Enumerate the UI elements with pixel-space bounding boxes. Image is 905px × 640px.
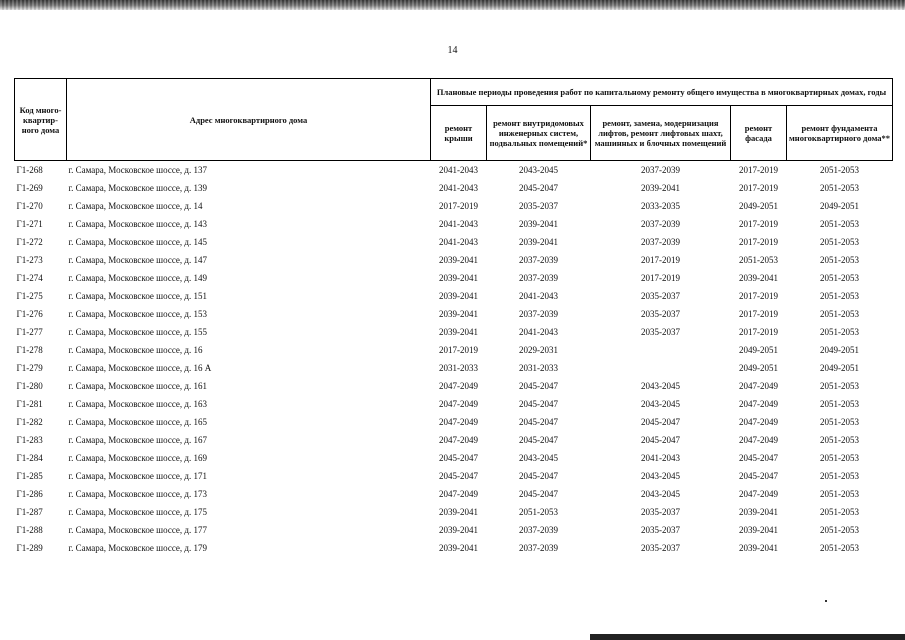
header-code: Код много-квартир-ного дома xyxy=(15,79,67,161)
cell-lifts: 2033-2035 xyxy=(641,201,680,211)
cell-code: Г1-282 xyxy=(16,417,43,427)
cell-code: Г1-270 xyxy=(16,201,43,211)
cell-facade: 2017-2019 xyxy=(739,183,778,193)
capital-repair-schedule-table xyxy=(14,78,893,557)
cell-address: г. Самара, Московское шоссе, д. 171 xyxy=(68,471,207,481)
cell-facade: 2039-2041 xyxy=(739,543,778,553)
cell-roof: 2039-2041 xyxy=(439,327,478,337)
cell-address: г. Самара, Московское шоссе, д. 143 xyxy=(68,219,207,229)
cell-roof: 2039-2041 xyxy=(439,507,478,517)
cell-lifts: 2035-2037 xyxy=(641,291,680,301)
cell-facade: 2045-2047 xyxy=(739,471,778,481)
cell-lifts: 2045-2047 xyxy=(641,435,680,445)
cell-lifts: 2043-2045 xyxy=(641,381,680,391)
cell-foundation: 2051-2053 xyxy=(820,507,860,517)
cell-systems: 2031-2033 xyxy=(519,363,558,373)
cell-code: Г1-285 xyxy=(16,471,43,481)
cell-facade: 2017-2019 xyxy=(739,309,778,319)
cell-foundation: 2051-2053 xyxy=(820,435,860,445)
cell-lifts: 2035-2037 xyxy=(641,543,680,553)
cell-code: Г1-275 xyxy=(16,291,43,301)
cell-facade: 2045-2047 xyxy=(739,453,778,463)
cell-code: Г1-281 xyxy=(16,399,43,409)
header-systems: ремонт внутридомовых инженерных систем, подвальных помещений* xyxy=(487,106,591,161)
cell-address: г. Самара, Московское шоссе, д. 137 xyxy=(68,165,207,175)
table-row xyxy=(15,215,893,233)
cell-lifts: 2035-2037 xyxy=(641,309,680,319)
cell-roof: 2047-2049 xyxy=(439,399,478,409)
cell-code: Г1-280 xyxy=(16,381,43,391)
cell-code: Г1-287 xyxy=(16,507,43,517)
page-number: 14 xyxy=(447,45,458,56)
cell-facade: 2017-2019 xyxy=(739,219,778,229)
cell-address: г. Самара, Московское шоссе, д. 163 xyxy=(68,399,207,409)
cell-lifts: 2043-2045 xyxy=(641,399,680,409)
table-row xyxy=(15,449,893,467)
cell-facade: 2049-2051 xyxy=(739,345,778,355)
cell-foundation: 2051-2053 xyxy=(820,237,860,247)
table-row xyxy=(15,359,893,377)
cell-systems: 2037-2039 xyxy=(519,309,558,319)
cell-code: Г1-286 xyxy=(16,489,43,499)
cell-address: г. Самара, Московское шоссе, д. 167 xyxy=(68,435,207,445)
table-row xyxy=(15,539,893,557)
cell-roof: 2047-2049 xyxy=(439,381,478,391)
cell-systems: 2037-2039 xyxy=(519,525,558,535)
cell-lifts xyxy=(591,359,731,377)
cell-roof: 2039-2041 xyxy=(439,291,478,301)
cell-code: Г1-269 xyxy=(16,183,43,193)
table-row xyxy=(15,431,893,449)
table-row xyxy=(15,341,893,359)
cell-address: г. Самара, Московское шоссе, д. 153 xyxy=(68,309,207,319)
cell-systems: 2045-2047 xyxy=(519,471,558,481)
cell-lifts: 2017-2019 xyxy=(641,255,680,265)
scan-speck xyxy=(825,600,827,602)
cell-lifts: 2035-2037 xyxy=(641,507,680,517)
cell-systems: 2041-2043 xyxy=(519,291,558,301)
cell-code: Г1-273 xyxy=(16,255,43,265)
cell-address: г. Самара, Московское шоссе, д. 155 xyxy=(68,327,207,337)
table-row xyxy=(15,305,893,323)
cell-facade: 2047-2049 xyxy=(739,399,778,409)
cell-lifts: 2035-2037 xyxy=(641,525,680,535)
cell-address: г. Самара, Московское шоссе, д. 14 xyxy=(68,201,203,211)
cell-code: Г1-274 xyxy=(16,273,43,283)
cell-roof: 2039-2041 xyxy=(439,543,478,553)
cell-facade: 2049-2051 xyxy=(739,201,778,211)
cell-foundation: 2051-2053 xyxy=(820,399,860,409)
cell-foundation: 2051-2053 xyxy=(820,417,860,427)
table-row xyxy=(15,269,893,287)
cell-address: г. Самара, Московское шоссе, д. 16 xyxy=(68,345,203,355)
cell-foundation: 2051-2053 xyxy=(820,183,860,193)
cell-foundation: 2051-2053 xyxy=(820,489,860,499)
cell-facade: 2039-2041 xyxy=(739,273,778,283)
cell-foundation: 2051-2053 xyxy=(820,291,860,301)
cell-systems: 2029-2031 xyxy=(519,345,558,355)
cell-systems: 2045-2047 xyxy=(519,183,558,193)
cell-roof: 2039-2041 xyxy=(439,309,478,319)
cell-foundation: 2051-2053 xyxy=(820,165,860,175)
table-row xyxy=(15,233,893,251)
header-foundation: ремонт фундамента многоквартирного дома** xyxy=(787,106,893,161)
cell-roof: 2039-2041 xyxy=(439,255,478,265)
table-row xyxy=(15,395,893,413)
cell-code: Г1-277 xyxy=(16,327,43,337)
table-header xyxy=(15,79,893,161)
cell-lifts: 2017-2019 xyxy=(641,273,680,283)
table-body xyxy=(15,161,893,558)
cell-lifts: 2035-2037 xyxy=(641,327,680,337)
cell-code: Г1-279 xyxy=(16,363,43,373)
cell-facade: 2047-2049 xyxy=(739,417,778,427)
header-address: Адрес многоквартирного дома xyxy=(67,79,431,161)
cell-facade: 2047-2049 xyxy=(739,489,778,499)
scan-edge-bottom xyxy=(590,634,905,640)
cell-facade: 2039-2041 xyxy=(739,525,778,535)
cell-lifts: 2039-2041 xyxy=(641,183,680,193)
cell-foundation: 2049-2051 xyxy=(820,201,860,211)
cell-foundation: 2051-2053 xyxy=(820,327,860,337)
cell-foundation: 2051-2053 xyxy=(820,309,860,319)
cell-foundation: 2051-2053 xyxy=(820,255,860,265)
cell-address: г. Самара, Московское шоссе, д. 175 xyxy=(68,507,207,517)
cell-code: Г1-276 xyxy=(16,309,43,319)
cell-roof: 2041-2043 xyxy=(439,237,478,247)
cell-lifts: 2037-2039 xyxy=(641,237,680,247)
cell-roof: 2039-2041 xyxy=(439,525,478,535)
cell-roof: 2047-2049 xyxy=(439,435,478,445)
table-row xyxy=(15,413,893,431)
cell-roof: 2041-2043 xyxy=(439,219,478,229)
cell-foundation: 2051-2053 xyxy=(820,381,860,391)
cell-facade: 2017-2019 xyxy=(739,327,778,337)
cell-address: г. Самара, Московское шоссе, д. 16 А xyxy=(68,363,212,373)
cell-roof: 2047-2049 xyxy=(439,489,478,499)
cell-facade: 2017-2019 xyxy=(739,165,778,175)
cell-roof: 2045-2047 xyxy=(439,471,478,481)
cell-lifts: 2037-2039 xyxy=(641,165,680,175)
cell-lifts: 2041-2043 xyxy=(641,453,680,463)
header-lifts: ремонт, замена, модернизация лифтов, ремонт лифтовых шахт, машинных и блочных помещений xyxy=(591,106,731,161)
table-row xyxy=(15,377,893,395)
cell-lifts: 2037-2039 xyxy=(641,219,680,229)
table-row xyxy=(15,503,893,521)
cell-facade: 2047-2049 xyxy=(739,381,778,391)
cell-systems: 2043-2045 xyxy=(519,165,558,175)
table-row xyxy=(15,179,893,197)
cell-foundation: 2051-2053 xyxy=(820,525,860,535)
cell-facade: 2051-2053 xyxy=(739,255,778,265)
table-row xyxy=(15,251,893,269)
cell-code: Г1-283 xyxy=(16,435,43,445)
cell-systems: 2037-2039 xyxy=(519,543,558,553)
table-row xyxy=(15,521,893,539)
cell-roof: 2041-2043 xyxy=(439,165,478,175)
cell-lifts: 2043-2045 xyxy=(641,489,680,499)
cell-address: г. Самара, Московское шоссе, д. 147 xyxy=(68,255,207,265)
cell-address: г. Самара, Московское шоссе, д. 165 xyxy=(68,417,207,427)
cell-code: Г1-288 xyxy=(16,525,43,535)
cell-code: Г1-289 xyxy=(16,543,43,553)
cell-code: Г1-284 xyxy=(16,453,43,463)
cell-roof: 2047-2049 xyxy=(439,417,478,427)
cell-roof: 2017-2019 xyxy=(439,201,478,211)
cell-facade: 2047-2049 xyxy=(739,435,778,445)
cell-address: г. Самара, Московское шоссе, д. 145 xyxy=(68,237,207,247)
cell-systems: 2041-2043 xyxy=(519,327,558,337)
cell-systems: 2035-2037 xyxy=(519,201,558,211)
scan-edge-top xyxy=(0,0,905,10)
cell-systems: 2051-2053 xyxy=(519,507,558,517)
cell-systems: 2045-2047 xyxy=(519,489,558,499)
cell-systems: 2037-2039 xyxy=(519,255,558,265)
cell-address: г. Самара, Московское шоссе, д. 173 xyxy=(68,489,207,499)
cell-foundation: 2049-2051 xyxy=(820,345,860,355)
table-row xyxy=(15,485,893,503)
table-row xyxy=(15,287,893,305)
cell-lifts xyxy=(591,341,731,359)
cell-systems: 2045-2047 xyxy=(519,435,558,445)
cell-facade: 2017-2019 xyxy=(739,237,778,247)
cell-systems: 2045-2047 xyxy=(519,399,558,409)
cell-address: г. Самара, Московское шоссе, д. 179 xyxy=(68,543,207,553)
cell-code: Г1-271 xyxy=(16,219,43,229)
cell-roof: 2041-2043 xyxy=(439,183,478,193)
cell-facade: 2017-2019 xyxy=(739,291,778,301)
cell-address: г. Самара, Московское шоссе, д. 161 xyxy=(68,381,207,391)
cell-foundation: 2051-2053 xyxy=(820,543,860,553)
cell-lifts: 2045-2047 xyxy=(641,417,680,427)
cell-roof: 2031-2033 xyxy=(439,363,478,373)
cell-foundation: 2049-2051 xyxy=(820,363,860,373)
cell-address: г. Самара, Московское шоссе, д. 169 xyxy=(68,453,207,463)
cell-code: Г1-268 xyxy=(16,165,43,175)
cell-foundation: 2051-2053 xyxy=(820,453,860,463)
cell-systems: 2045-2047 xyxy=(519,417,558,427)
cell-foundation: 2051-2053 xyxy=(820,219,860,229)
cell-address: г. Самара, Московское шоссе, д. 139 xyxy=(68,183,207,193)
cell-systems: 2039-2041 xyxy=(519,237,558,247)
cell-systems: 2045-2047 xyxy=(519,381,558,391)
cell-roof: 2039-2041 xyxy=(439,273,478,283)
cell-roof: 2017-2019 xyxy=(439,345,478,355)
cell-foundation: 2051-2053 xyxy=(820,471,860,481)
cell-systems: 2037-2039 xyxy=(519,273,558,283)
cell-systems: 2039-2041 xyxy=(519,219,558,229)
table-row xyxy=(15,161,893,180)
header-periods: Плановые периоды проведения работ по капитальному ремонту общего имущества в многоквартирных домах, годы xyxy=(431,79,893,106)
header-roof: ремонт крыши xyxy=(431,106,487,161)
cell-address: г. Самара, Московское шоссе, д. 149 xyxy=(68,273,207,283)
cell-roof: 2045-2047 xyxy=(439,453,478,463)
cell-code: Г1-272 xyxy=(16,237,43,247)
cell-address: г. Самара, Московское шоссе, д. 151 xyxy=(68,291,207,301)
cell-facade: 2049-2051 xyxy=(739,363,778,373)
table-row xyxy=(15,467,893,485)
header-facade: ремонт фасада xyxy=(731,106,787,161)
cell-code: Г1-278 xyxy=(16,345,43,355)
cell-foundation: 2051-2053 xyxy=(820,273,860,283)
table-row xyxy=(15,323,893,341)
cell-lifts: 2043-2045 xyxy=(641,471,680,481)
table-row xyxy=(15,197,893,215)
cell-address: г. Самара, Московское шоссе, д. 177 xyxy=(68,525,207,535)
cell-facade: 2039-2041 xyxy=(739,507,778,517)
cell-systems: 2043-2045 xyxy=(519,453,558,463)
